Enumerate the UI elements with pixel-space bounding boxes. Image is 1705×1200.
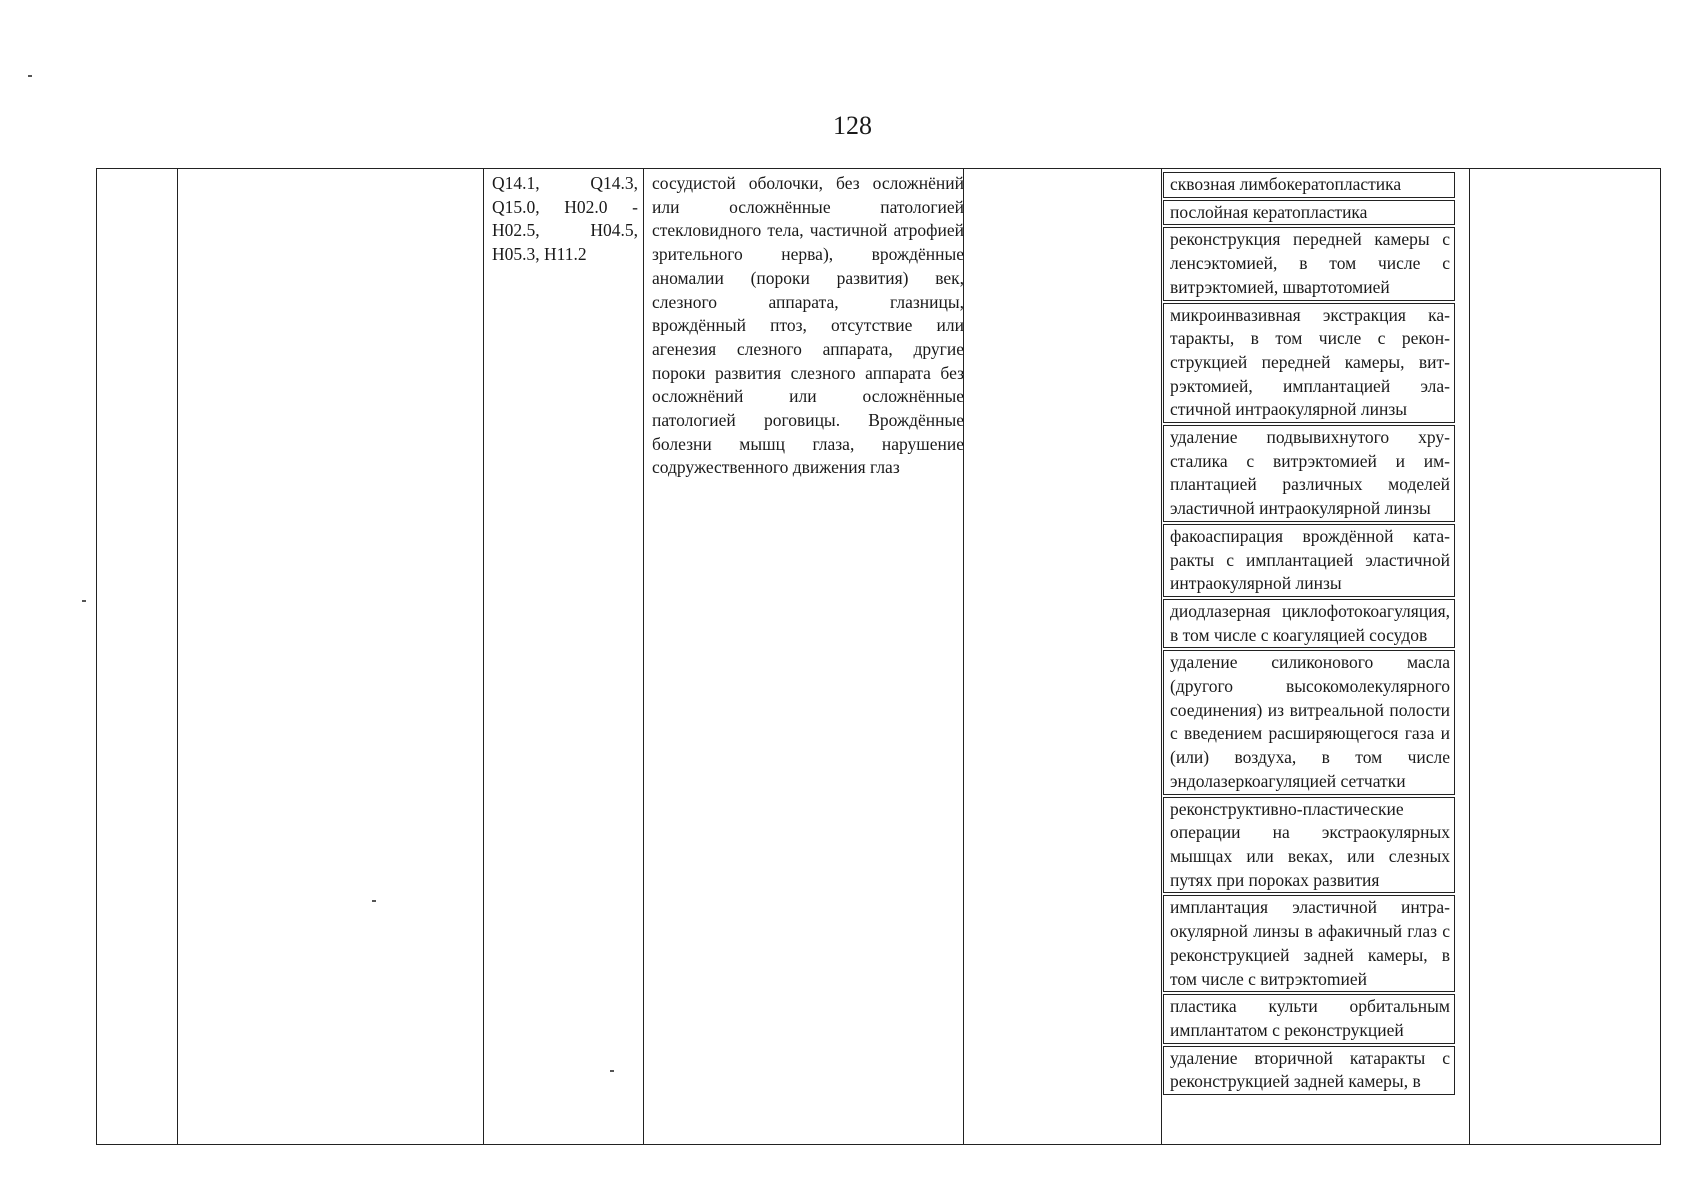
method-item: реконструкция передней камеры с ленсэктомией, в том числе с витрэктомией, швартотомией <box>1163 227 1455 300</box>
method-item: пластика культи орбитальным имплантатом с реконструкцией <box>1163 994 1455 1043</box>
method-item: послойная кератопластика <box>1163 200 1455 226</box>
method-item: имплантация эластичной интраокулярной линзы в афакичный глаз с реконструкцией задней камеры, в том числе с витрэктоmией <box>1163 895 1455 992</box>
method-item: удаление силиконового масла (другого высокомолекулярного соединения) из витреальной полости с введением расширяющегося газа и (или) воздуха, в том числе эндолазеркоагуляцией сетчатки <box>1163 650 1455 794</box>
column-divider-3 <box>643 169 644 1144</box>
medical-table <box>96 168 1661 1145</box>
method-item: диодлазерная циклофотокоагуляция, в том числе с коагуляцией сосудов <box>1163 599 1455 648</box>
method-item: факоаспирация врождённой катаракты с имплантацией эластичной интраокулярной линзы <box>1163 524 1455 597</box>
method-item: удаление вторичной катаракты с реконструкцией задней камеры, в <box>1163 1046 1455 1095</box>
page-number: 128 <box>833 111 872 140</box>
scan-speck <box>28 75 32 77</box>
method-item: удаление подвывихнутого хрусталика с витрэктомией и имплантацией различных моделей эластичной интраокулярной линзы <box>1163 425 1455 522</box>
method-item: реконструктивно-пластические операции на экстраокулярных мышцах или веках, или слезных путях при пороках развития <box>1163 797 1455 894</box>
scan-speck <box>372 900 376 902</box>
scan-speck <box>82 600 86 602</box>
column-divider-6 <box>1469 169 1470 1144</box>
column-divider-1 <box>177 169 178 1144</box>
icd-codes-cell: Q14.1, Q14.3, Q15.0, H02.0 - H02.5, H04.5, H05.3, H11.2 <box>492 173 638 265</box>
treatment-methods-list <box>1163 172 1455 1097</box>
method-item: сквозная лимбокератопластика <box>1163 172 1455 198</box>
column-divider-2 <box>483 169 484 1144</box>
diagnosis-cell: сосудистой оболочки, без осложнёний или осложнённые патологией стекловидного тела, частичной атрофией зрительного нерва), врождённые аномалии (пороки развития) век, слезного аппарата, глазницы, врождённый птоз, отсутствие или агенезия слезного аппарата, другие пороки развития слезного аппарата без осложнёний или осложнённые патологией роговицы. Врождённые болезни мышц глаза, нарушение содружественного движения глаз <box>652 173 964 478</box>
column-divider-5 <box>1161 169 1162 1144</box>
method-item: микроинвазивная экстракция катаракты, в том числе с реконструкцией передней камеры, витрэктомией, имплантацией эластичной интраокулярной линзы <box>1163 303 1455 424</box>
scan-speck <box>610 1070 614 1072</box>
